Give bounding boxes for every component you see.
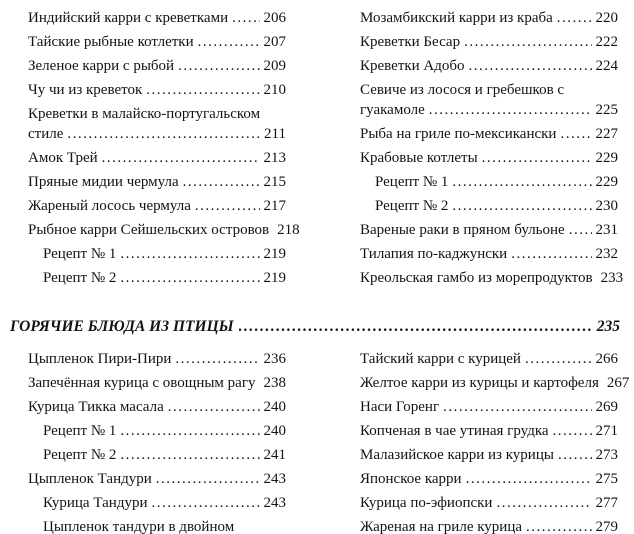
dotted-leader bbox=[232, 8, 259, 28]
toc-entry[interactable] bbox=[28, 196, 286, 216]
toc-entry[interactable] bbox=[360, 80, 618, 100]
page-number: 222 bbox=[595, 34, 618, 50]
toc-entry-title[interactable]: Вареные раки в пряном бульоне bbox=[360, 222, 565, 238]
toc-entry-title[interactable]: Курица Тикка масала bbox=[28, 399, 164, 415]
toc-entry-title[interactable]: Креветки Бесар bbox=[360, 34, 461, 50]
toc-entry[interactable] bbox=[28, 56, 286, 76]
toc-entry[interactable] bbox=[28, 517, 286, 534]
toc-entry-title[interactable]: Желтое карри из курицы и картофеля bbox=[360, 375, 599, 391]
toc-entry-title[interactable]: Чу чи из креветок bbox=[28, 82, 143, 98]
toc-entry[interactable] bbox=[28, 469, 286, 489]
page-number: 240 bbox=[263, 399, 286, 415]
page-number: 209 bbox=[263, 58, 286, 74]
toc-entry[interactable] bbox=[360, 493, 618, 513]
dotted-leader bbox=[526, 517, 591, 534]
dotted-leader bbox=[466, 469, 592, 489]
dotted-leader bbox=[452, 196, 591, 216]
toc-entry-title[interactable]: Севиче из лосося и гребешков с bbox=[360, 82, 565, 98]
toc-column-top-left bbox=[28, 8, 300, 292]
toc-entry[interactable] bbox=[360, 244, 618, 264]
page-number: 207 bbox=[263, 34, 286, 50]
toc-entry-title[interactable]: Запечённая курица с овощным рагу bbox=[28, 375, 256, 391]
dotted-leader bbox=[443, 397, 591, 417]
dotted-leader bbox=[195, 196, 260, 216]
dotted-leader bbox=[496, 493, 591, 513]
page-number: 230 bbox=[595, 198, 618, 214]
dotted-leader bbox=[511, 244, 591, 264]
toc-entry-title[interactable]: Рецепт № 2 bbox=[43, 270, 117, 286]
toc-entry-title[interactable]: Рыба на гриле по-мексикански bbox=[360, 126, 557, 142]
toc-entry[interactable] bbox=[28, 124, 286, 144]
dotted-leader bbox=[168, 397, 260, 417]
page-number: 232 bbox=[595, 246, 618, 262]
toc-entry[interactable] bbox=[360, 148, 618, 168]
toc-entry-title[interactable]: Цыпленок тандури в двойном bbox=[43, 519, 235, 534]
toc-entry[interactable] bbox=[28, 349, 286, 369]
toc-entry[interactable] bbox=[360, 220, 618, 240]
dotted-leader bbox=[525, 349, 592, 369]
page-number: 231 bbox=[595, 222, 618, 238]
toc-entry-title[interactable]: Зеленое карри с рыбой bbox=[28, 58, 175, 74]
toc-entry[interactable] bbox=[360, 32, 618, 52]
toc-entry[interactable] bbox=[360, 397, 618, 417]
toc-entry-title[interactable]: Рецепт № 1 bbox=[43, 423, 117, 439]
page-number: 233 bbox=[600, 270, 624, 286]
page-number: 269 bbox=[595, 399, 618, 415]
dotted-leader bbox=[183, 172, 260, 192]
toc-entry[interactable] bbox=[360, 172, 618, 192]
dotted-leader bbox=[198, 32, 260, 52]
page-number: 227 bbox=[595, 126, 618, 142]
toc-entry[interactable] bbox=[360, 268, 624, 288]
toc-entry-title[interactable]: Пряные мидии чермула bbox=[28, 174, 179, 190]
dotted-leader bbox=[553, 421, 592, 441]
dotted-leader bbox=[175, 349, 259, 369]
page-number: 277 bbox=[595, 495, 618, 511]
dotted-leader bbox=[120, 421, 259, 441]
toc-entry-title[interactable]: Рецепт № 2 bbox=[43, 447, 117, 463]
page-number: 279 bbox=[595, 519, 618, 534]
page-number: 213 bbox=[263, 150, 286, 166]
dotted-leader bbox=[120, 244, 259, 264]
page-number: 241 bbox=[263, 447, 286, 463]
page-number: 217 bbox=[263, 198, 286, 214]
page-number: 273 bbox=[595, 447, 618, 463]
dotted-leader bbox=[560, 124, 591, 144]
toc-entry-title[interactable]: стиле bbox=[28, 126, 64, 142]
page-number: 229 bbox=[595, 174, 618, 190]
page-number: 267 bbox=[606, 375, 630, 391]
page-number: 275 bbox=[595, 471, 618, 487]
section-page-number: 235 bbox=[596, 318, 620, 335]
toc-entry-title[interactable]: Тайские рыбные котлетки bbox=[28, 34, 194, 50]
toc-entry[interactable] bbox=[360, 445, 618, 465]
toc-entry[interactable] bbox=[28, 397, 286, 417]
dotted-leader bbox=[558, 445, 592, 465]
page-number: 266 bbox=[595, 351, 618, 367]
toc-column-top-right bbox=[360, 8, 624, 292]
toc-entry-title[interactable]: Тайский карри с курицей bbox=[360, 351, 521, 367]
dotted-leader bbox=[469, 56, 592, 76]
page-number: 224 bbox=[595, 58, 618, 74]
dotted-leader bbox=[239, 316, 592, 337]
toc-entry[interactable] bbox=[28, 421, 286, 441]
toc-entry-title[interactable]: Крабовые котлеты bbox=[360, 150, 478, 166]
toc-entry[interactable] bbox=[28, 8, 286, 28]
toc-entry-title[interactable]: Рыбное карри Сейшельских островов bbox=[28, 222, 270, 238]
page-number: 238 bbox=[263, 375, 286, 391]
dotted-leader bbox=[482, 148, 592, 168]
page-number: 210 bbox=[263, 82, 286, 98]
toc-entry[interactable] bbox=[28, 148, 286, 168]
page-number: 225 bbox=[595, 102, 618, 118]
toc-column-bottom-left bbox=[28, 349, 286, 534]
page-number: 243 bbox=[263, 495, 286, 511]
toc-entry[interactable] bbox=[28, 445, 286, 465]
page-number: 218 bbox=[277, 222, 300, 238]
toc-entry[interactable] bbox=[360, 56, 618, 76]
toc-section-bottom bbox=[10, 349, 630, 534]
toc-entry[interactable] bbox=[360, 349, 618, 369]
dotted-leader bbox=[178, 56, 259, 76]
toc-entry-title[interactable]: Мозамбикский карри из краба bbox=[360, 10, 553, 26]
toc-entry-title[interactable]: Жареная на гриле курица bbox=[360, 519, 523, 534]
toc-entry[interactable] bbox=[360, 8, 618, 28]
toc-entry[interactable] bbox=[360, 469, 618, 489]
toc-entry-title[interactable]: Рецепт № 2 bbox=[375, 198, 449, 214]
page-number: 243 bbox=[263, 471, 286, 487]
toc-entry-title[interactable]: Креольская гамбо из морепродуктов bbox=[360, 270, 593, 286]
toc-entry-title[interactable]: Цыпленок Пири-Пири bbox=[28, 351, 172, 367]
dotted-leader bbox=[120, 445, 259, 465]
toc-entry-title[interactable]: Копченая в чае утиная грудка bbox=[360, 423, 549, 439]
page-number: 219 bbox=[263, 246, 286, 262]
toc-entry-title[interactable]: Индийский карри с креветками bbox=[28, 10, 229, 26]
toc-entry[interactable] bbox=[28, 220, 300, 240]
section-header[interactable] bbox=[10, 316, 620, 337]
page-number: 206 bbox=[263, 10, 286, 26]
toc-entry-title[interactable]: Рецепт № 1 bbox=[375, 174, 449, 190]
dotted-leader bbox=[464, 32, 591, 52]
toc-entry-title[interactable]: Японское карри bbox=[360, 471, 462, 487]
page-number: 220 bbox=[595, 10, 618, 26]
toc-entry-title[interactable]: Тилапия по-каджунски bbox=[360, 246, 508, 262]
toc-entry[interactable] bbox=[28, 493, 286, 513]
toc-entry-title[interactable]: Рецепт № 1 bbox=[43, 246, 117, 262]
toc-entry[interactable] bbox=[28, 32, 286, 52]
toc-entry[interactable] bbox=[360, 373, 630, 393]
toc-entry[interactable] bbox=[28, 244, 286, 264]
page-number: 211 bbox=[264, 126, 286, 142]
section-title[interactable]: ГОРЯЧИЕ БЛЮДА ИЗ ПТИЦЫ bbox=[10, 318, 234, 335]
page-number: 271 bbox=[595, 423, 618, 439]
page-number: 229 bbox=[595, 150, 618, 166]
page-number: 240 bbox=[263, 423, 286, 439]
dotted-leader bbox=[102, 148, 260, 168]
toc-entry-title[interactable]: гуакамоле bbox=[360, 102, 425, 118]
dotted-leader bbox=[151, 493, 259, 513]
toc-entry[interactable] bbox=[360, 196, 618, 216]
toc-entry[interactable] bbox=[28, 172, 286, 192]
toc-entry[interactable] bbox=[28, 104, 286, 124]
toc-entry[interactable] bbox=[360, 517, 618, 534]
toc-entry[interactable] bbox=[360, 421, 618, 441]
dotted-leader bbox=[569, 220, 592, 240]
toc-entry[interactable] bbox=[28, 373, 286, 393]
dotted-leader bbox=[429, 100, 592, 120]
toc-entry-title[interactable]: Креветки в малайско-португальском bbox=[28, 106, 261, 122]
toc-entry[interactable] bbox=[28, 80, 286, 100]
dotted-leader bbox=[156, 469, 260, 489]
toc-entry-title[interactable]: Малазийское карри из курицы bbox=[360, 447, 554, 463]
page-number: 215 bbox=[263, 174, 286, 190]
toc-section-top bbox=[10, 8, 624, 292]
toc-entry[interactable] bbox=[360, 124, 618, 144]
toc-entry-title[interactable]: Цыпленок Тандури bbox=[28, 471, 152, 487]
page-number: 219 bbox=[263, 270, 286, 286]
dotted-leader bbox=[557, 8, 592, 28]
dotted-leader bbox=[452, 172, 591, 192]
dotted-leader bbox=[146, 80, 259, 100]
toc-column-bottom-right bbox=[360, 349, 630, 534]
dotted-leader bbox=[120, 268, 259, 288]
toc-entry[interactable] bbox=[28, 268, 286, 288]
toc-entry-title[interactable]: Жареный лосось чермула bbox=[28, 198, 191, 214]
dotted-leader bbox=[67, 124, 260, 144]
toc-entry-title[interactable]: Курица Тандури bbox=[43, 495, 148, 511]
toc-entry-title[interactable]: Креветки Адобо bbox=[360, 58, 465, 74]
toc-entry[interactable] bbox=[360, 100, 618, 120]
page-number: 236 bbox=[263, 351, 286, 367]
toc-entry-title[interactable]: Курица по-эфиопски bbox=[360, 495, 493, 511]
toc-entry-title[interactable]: Амок Трей bbox=[28, 150, 98, 166]
toc-entry-title[interactable]: Наси Горенг bbox=[360, 399, 440, 415]
